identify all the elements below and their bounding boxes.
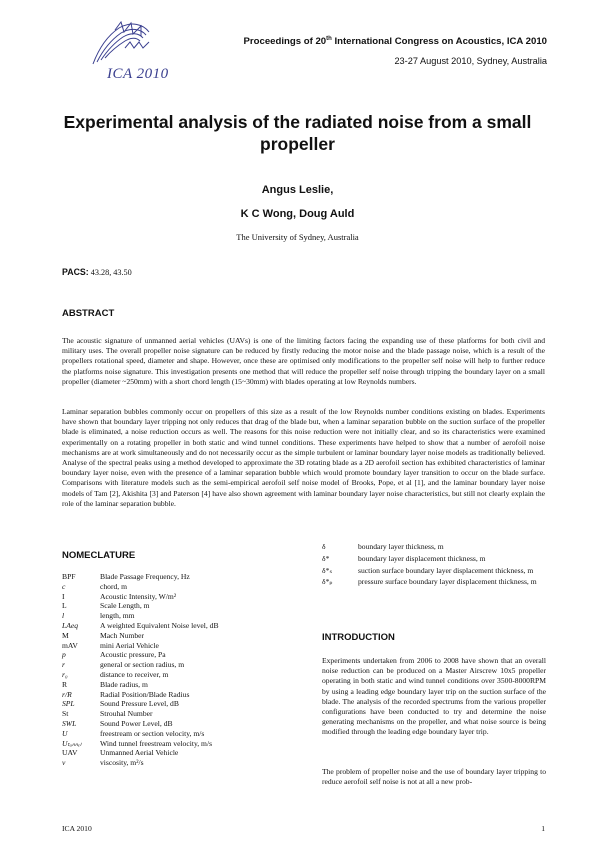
nomenclature-row	[62, 592, 302, 602]
nomenclature-symbol: r₀	[62, 669, 68, 679]
nomenclature-definition: Strouhal Number	[100, 709, 153, 719]
nomenclature-definition: general or section radius, m	[100, 660, 185, 670]
abstract-paragraph-1: The acoustic signature of unmanned aerial vehicles (UAVs) is one of the limiting factors facing the expanding use of these platforms for both civil and military uses. The overall propeller noise signature can be reduced by firstly reducing the motor noise and the blade passage noise, which is a result of the propellers rotational speed, diameter and shape. However, once these are optimised only modifications to the propeller self noise will help to further reduce the platforms noise signature. This investigation presents one method that will reduce the propeller self noise through tripping the boundary layer on a small propeller (diameter ~250mm) with a short chord length (15~30mm) with blades operating at low Reynolds numbers.	[62, 336, 545, 386]
nomenclature-list	[62, 572, 302, 768]
nomenclature-delta-list	[322, 542, 546, 589]
nomenclature-definition: Sound Pressure Level, dB	[100, 699, 179, 709]
nomenclature-heading: NOMECLATURE	[62, 550, 136, 561]
introduction-heading: INTRODUCTION	[322, 632, 395, 643]
author-line-1: Angus Leslie,	[261, 184, 334, 196]
nomenclature-symbol: UAV	[62, 748, 78, 758]
nomenclature-row	[62, 601, 302, 611]
nomenclature-definition: boundary layer displacement thickness, m	[358, 553, 486, 563]
nomenclature-definition: mini Aerial Vehicle	[100, 640, 159, 650]
nomenclature-symbol: l	[62, 611, 65, 621]
nomenclature-delta-row	[322, 542, 546, 552]
pacs-label: PACS:	[62, 267, 89, 277]
nomenclature-symbol: Uₜᵤₙₙₑₗ	[62, 738, 82, 748]
nomenclature-row	[62, 660, 302, 670]
nomenclature-symbol: r	[62, 660, 65, 670]
nomenclature-definition: suction surface boundary layer displacement thickness, m	[358, 565, 534, 575]
nomenclature-definition: freestream or section velocity, m/s	[100, 728, 205, 738]
nomenclature-symbol: BPF	[62, 572, 76, 581]
nomenclature-definition: A weighted Equivalent Noise level, dB	[100, 620, 219, 630]
nomenclature-symbol: δ*ₛ	[322, 565, 333, 575]
nomenclature-symbol: SPL	[62, 699, 75, 709]
nomenclature-definition: Mach Number	[100, 630, 145, 640]
nomenclature-definition: Unmanned Aerial Vehicle	[100, 748, 179, 758]
nomenclature-symbol: δ	[322, 542, 326, 551]
nomenclature-definition: length, mm	[100, 611, 135, 621]
nomenclature-symbol: L	[62, 601, 67, 611]
nomenclature-definition: Blade radius, m	[100, 679, 148, 689]
nomenclature-definition: Wind tunnel freestream velocity, m/s	[100, 738, 213, 748]
nomenclature-definition: pressure surface boundary layer displacement thickness, m	[358, 577, 537, 587]
logo-text: ICA 2010	[107, 66, 169, 82]
nomenclature-row	[62, 719, 302, 729]
nomenclature-row	[62, 690, 302, 700]
nomenclature-delta-row	[322, 566, 546, 576]
nomenclature-definition: Acoustic pressure, Pa	[100, 650, 166, 660]
nomenclature-row	[62, 650, 302, 660]
nomenclature-symbol: ν	[62, 758, 66, 768]
nomenclature-row	[62, 621, 302, 631]
nomenclature-row	[62, 641, 302, 651]
nomenclature-definition: Radial Position/Blade Radius	[100, 689, 190, 699]
abstract-paragraph-2: Laminar separation bubbles commonly occur on propellers of this size as a result of the low Reynolds number conditions existing on blades. Experiments have shown that boundary layer tripping not only reduces that drag of the blade but, when a laminar separation bubble on the suction surface of the propeller blade is eliminated, a noise reduction occurs as well. The reasons for this noise reduction were not initially clear, and so its characteristics were examined experimentally on a rotating propeller in both static and wind tunnel conditions. These experiments have helped to show that a number of aerofoil noise mechanisms are at work simultaneously and do not necessarily occur as the simple turbulent or laminar boundary layer noise models as traditionally believed. Analyse of the spectral peaks using a method developed to approximate the 3D rotating blade as a 2D aerofoil section has exhibited characteristics of laminar boundary layer noise, even with the presence of a laminar separation bubble which would promote boundary layer transition to occur on the blade surface. Comparisons with literature models such as the semi-empirical aerofoil self noise model of Brooks, Pope, et al [1], and the laminar boundary layer noise models of Tam [2], Akishita [3] and Paterson [4] have also shown agreement with laminar boundary layer noise characteristics, but still not clearly explain the role of the laminar separation bubble.	[62, 407, 545, 508]
nomenclature-definition: viscosity, m²/s	[100, 758, 144, 768]
conference-prefix: Proceedings of 20	[243, 36, 327, 48]
conference-suffix: International Congress on Acoustics, ICA 2010	[331, 36, 547, 48]
nomenclature-symbol: LAeq	[62, 620, 79, 630]
nomenclature-symbol: δ*ₚ	[322, 577, 333, 587]
nomenclature-definition: boundary layer thickness, m	[358, 542, 444, 551]
nomenclature-definition: Blade Passage Frequency, Hz	[100, 572, 190, 581]
nomenclature-symbol: δ*	[322, 553, 330, 563]
nomenclature-row	[62, 729, 302, 739]
nomenclature-symbol: U	[62, 728, 68, 738]
nomenclature-symbol: I	[62, 591, 65, 601]
nomenclature-row	[62, 699, 302, 709]
abstract-heading: ABSTRACT	[62, 308, 115, 319]
nomenclature-delta-row	[322, 577, 546, 587]
paper-title: Experimental analysis of the radiated noise from a small propeller	[63, 112, 532, 154]
nomenclature-row	[62, 709, 302, 719]
nomenclature-definition: Sound Power Level, dB	[100, 718, 173, 728]
author-line-2: K C Wong, Doug Auld	[240, 208, 355, 220]
nomenclature-symbol: p	[62, 650, 66, 660]
nomenclature-delta-row	[322, 554, 546, 564]
nomenclature-row	[62, 680, 302, 690]
page-number: 1	[541, 824, 545, 833]
nomenclature-symbol: St	[62, 709, 69, 719]
nomenclature-symbol: c	[62, 581, 66, 591]
conference-name	[243, 36, 547, 47]
footer-conference: ICA 2010	[62, 824, 92, 833]
nomenclature-symbol: mAV	[62, 640, 78, 650]
nomenclature-row	[62, 758, 302, 768]
nomenclature-row	[62, 611, 302, 621]
nomenclature-row	[62, 739, 302, 749]
nomenclature-symbol: M	[62, 630, 69, 640]
pacs-value: 43.28, 43.50	[88, 268, 132, 277]
nomenclature-row	[62, 631, 302, 641]
pacs-line	[62, 267, 132, 277]
nomenclature-definition: distance to receiver, m	[100, 669, 169, 679]
nomenclature-definition: Acoustic Intensity, W/m²	[100, 591, 177, 601]
nomenclature-row	[62, 748, 302, 758]
conference-superscript: th	[326, 36, 332, 42]
conference-date-location: 23-27 August 2010, Sydney, Australia	[394, 56, 547, 66]
introduction-paragraph-2: The problem of propeller noise and the use of boundary layer tripping to reduce aerofoil self noise is not at all a new prob-	[322, 767, 546, 787]
nomenclature-row	[62, 582, 302, 592]
conference-logo	[85, 18, 180, 86]
nomenclature-row	[62, 670, 302, 680]
nomenclature-definition: Scale Length, m	[100, 601, 150, 611]
nomenclature-row	[62, 572, 302, 582]
nomenclature-symbol: SWL	[62, 718, 77, 728]
nomenclature-symbol: R	[62, 679, 68, 689]
nomenclature-definition: chord, m	[100, 581, 127, 591]
introduction-paragraph-1: Experiments undertaken from 2006 to 2008 have shown that an overall noise reduction can be produced on a Master Airscrew 10x5 propeller operating in both static and wind tunnel conditions over 3500-8000RPM by using a leading edge boundary layer trip on the suction surface of the blade. The analysis of the recorded spectrums from the various propeller configurations have been conducted to try and determine the noise generating mechanisms on the propeller, and what noise source is being modified through the leading edge boundary layer trip.	[322, 656, 546, 737]
nomenclature-symbol: r/R	[62, 689, 72, 699]
affiliation: The University of Sydney, Australia	[236, 232, 359, 242]
